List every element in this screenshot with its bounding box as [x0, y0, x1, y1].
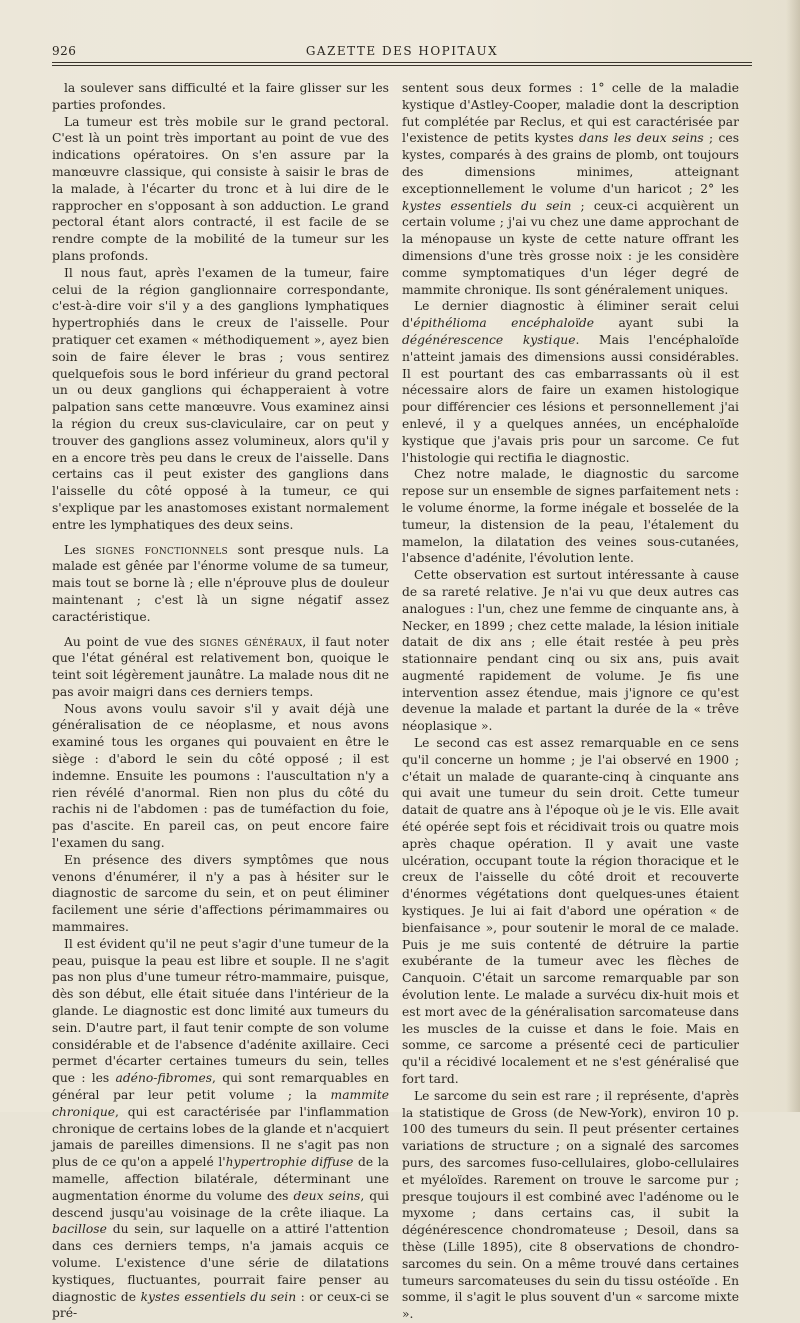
- paragraph: [402, 466, 739, 567]
- paragraph-text: , qui est caractérisée par l'inflammation chronique de certains lobes de la glande et n'acquiert jamais de pareilles dimensions. Il ne s'agit pas non plus de ce qu'on a appelé l': [52, 1104, 389, 1170]
- paragraph-text: la soulever sans difficulté et la faire glisser sur les parties profondes.: [52, 81, 389, 112]
- paragraph-text: Il nous faut, après l'examen de la tumeur, faire celui de la région ganglionnaire correspondante, c'est-à-dire voir s'il y a des ganglions lymphatiques hypertrophiés dans le creux de l'aisselle. Pour pratiquer cet examen « méthodiquement », ayez bien soin de faire élever le bras ; vous sentirez quelquefois sous le bord inférieur du grand pectoral un ou deux ganglions qui échapperaient à votre palpation sans cette manœuvre. Vous examinez ainsi la région du creux sus-claviculaire, car on peut y trouver des ganglions assez volumineux, alors qu'il y en a encore très peu dans le creux de l'aisselle. Dans certains cas il peut exister des ganglions dans l'aisselle du côté opposé à la tumeur, ce qui s'explique par les anastomoses existant normalement entre les lymphatiques des deux seins.: [52, 265, 389, 532]
- paragraph-text: Au point de vue des: [64, 634, 200, 649]
- paragraph-text: Nous avons voulu savoir s'il y avait déjà une généralisation de ce néoplasme, et nous avons examiné tous les organes qui pouvaient en être le siège : d'abord le sein du côté opposé ; il est indemne. Ensuite les poumons : l'auscultation n'y a rien révélé d'anormal. Rien non plus du côté du rachis ni de l'abdomen : pas de tuméfaction du foie, pas d'ascite. En pareil cas, on peut encore faire l'examen du sang.: [52, 701, 389, 851]
- paragraph: [52, 634, 389, 701]
- paragraph-text: ; ceux-ci acquièrent un certain volume ; j'ai vu chez une dame approchant de la ménopause un kyste de cette nature offrant les dimensions d'une très grosse noix : je les considère comme symptomatiques d'un léger degré de mammite chronique. Ils sont généralement uniques.: [402, 198, 739, 297]
- paragraph-text: sont presque nuls. La malade est gênée par l'énorme volume de sa tumeur, mais tout se borne là ; elle n'éprouve plus de douleur maintenant ; c'est là un signe négatif assez caractéristique.: [52, 542, 390, 624]
- page-header: [52, 44, 752, 64]
- paragraph-text: Il est évident qu'il ne peut s'agir d'une tumeur de la peau, puisque la peau est libre et souple. Il ne s'agit pas non plus d'une tumeur rétro-mammaire, puisque, dès son début, elle était située dans l'intérieur de la glande. Le diagnostic est donc limité aux tumeurs du sein. D'autre part, il faut tenir compte de son volume considérable et de l'absence d'adénite axillaire. Ceci permet d'écarter certaines tumeurs du sein, telles que : les: [52, 936, 389, 1086]
- italic-text: épithélioma encéphaloïde: [413, 316, 595, 331]
- paragraph: [52, 80, 389, 114]
- italic-text: bacillose: [52, 1222, 107, 1237]
- paragraph: [402, 735, 739, 1088]
- paragraph-text: du sein, sur laquelle on a attiré l'attention dans ces derniers temps, n'a jamais acquis ce volume. L'existence d'une série de dilatations kystiques, fluctuantes, pourrait faire penser au diagnostic de: [52, 1222, 389, 1304]
- italic-text: hypertrophie diffuse: [225, 1155, 354, 1170]
- paragraph-text: : or ceux-ci se pré-: [52, 1289, 389, 1321]
- paragraph-text: Les: [64, 542, 96, 557]
- italic-text: dans les deux seins: [579, 131, 704, 146]
- italic-text: kystes essentiels du sein: [140, 1289, 297, 1304]
- header-rule-top: [52, 62, 752, 63]
- italic-text: dégénérescence kystique: [402, 332, 576, 347]
- paragraph-text: Cette observation est surtout intéressante à cause de sa rareté relative. Je n'ai vu que deux autres cas analogues : l'un, chez une femme de cinquante ans, à Necker, en 1899 ; chez cette malade, la lésion initiale datait de dix ans ; elle était restée à peu près stationnaire pendant cinq ou six ans, puis avait augmenté rapidement de volume. Je fis une intervention assez étendue, mais j'ignore ce qu'est devenue la malade et partant la durée de la « trêve néoplasique ».: [402, 568, 739, 734]
- paragraph-text: Le dernier diagnostic à éliminer serait celui d': [402, 299, 739, 331]
- paragraph: [52, 936, 389, 1322]
- paragraph: [52, 542, 389, 626]
- paragraph-text: ayant subi la: [594, 316, 739, 331]
- paragraph-text: La tumeur est très mobile sur le grand pectoral. C'est là un point très important au point de vue des indications opératoires. On s'en assure par la manœuvre classique, qui consiste à saisir le bras de la malade, à l'écarter du tronc et à lui dire de le rapprocher en s'opposant à son adduction. Le grand pectoral étant alors contracté, il est facile de se rendre compte de la mobilité de la tumeur sur les plans profonds.: [52, 114, 389, 263]
- paragraph-text: , il faut noter que l'état général est relativement bon, quoique le teint soit légèrement jaunâtre. La malade nous dit ne pas avoir maigri dans ces derniers temps.: [52, 634, 390, 699]
- paragraph-text: de la mamelle, affection bilatérale, déterminant une augmentation énorme du volume des: [52, 1155, 389, 1203]
- right-column: [402, 80, 739, 1323]
- paragraph-text: En présence des divers symptômes que nous venons d'énumérer, il n'y a pas à hésiter sur le diagnostic de sarcome du sein, et on peut éliminer facilement une série d'affections périmammaires ou mammaires.: [52, 852, 389, 935]
- paragraph-text: Le second cas est assez remarquable en ce sens qu'il concerne un homme ; je l'ai observé en 1900 ; c'était un malade de quarante-cinq à cinquante ans qui avait une tumeur du sein droit. Cette tumeur datait de quatre ans à l'époque où je le vis. Elle avait été opérée sept fois et récidivait trois ou quatre mois après chaque opération. Il y avait une vaste ulcération, occupant toute la région thoracique et le creux de l'aisselle du côté droit et recouverte d'énormes végétations dont quelques-unes étaient kystiques. Je lui ai fait d'abord une opération « de bienfaisance », pour soutenir le moral de ce malade. Puis je me suis contenté de détruire la partie exubérante de la tumeur avec les flèches de Canquoin. C'était un sarcome remarquable par son évolution lente. Le malade a survécu dix-huit mois et est mort avec de la généralisation sarcomateuse dans les muscles de la cuisse et dans le foie. Mais en somme, ce sarcome a présenté ceci de particulier qu'il a récidivé localement et ne s'est généralisé que fort tard.: [402, 736, 739, 1087]
- paragraph: [402, 298, 739, 466]
- page-edge-shadow: [786, 0, 800, 1112]
- header-rule-bottom: [52, 65, 752, 66]
- paragraph-text: Chez notre malade, le diagnostic du sarcome repose sur un ensemble de signes parfaitement nets : le volume énorme, la forme inégale et bosselée de la tumeur, la distension de la peau, l'étalement du mamelon, la dilatation des veines sous-cutanées, l'absence d'adénite, l'évolution lente.: [402, 467, 739, 566]
- paragraph: [52, 114, 389, 265]
- paragraph: [52, 265, 389, 534]
- paragraph: [402, 80, 739, 298]
- paragraph: [52, 852, 389, 936]
- paragraph-text: Le sarcome du sein est rare ; il représente, d'après la statistique de Gross (de New-York), environ 10 p. 100 des tumeurs du sein. Il peut présenter certaines variations de structure ; on a signalé des sarcomes purs, des sarcomes fuso-cellulaires, globo-cellulaires et myéloïdes. Rarement on trouve le sarcome pur ; presque toujours il est combiné avec l'adénome ou le myxome ; dans certains cas, il subit la dégénérescence chondromateuse ; Desoil, dans sa thèse (Lille 1895), cite 8 observations de chondro-sarcomes du sein. On a même trouvé dans certaines tumeurs sarcomateuses du sein du tissu ostéoïde . En somme, il s'agit le plus souvent d'un « sarcome mixte ».: [402, 1088, 739, 1322]
- paragraph: [52, 701, 389, 852]
- italic-text: mammite chronique: [52, 1088, 389, 1119]
- running-title: GAZETTE DES HOPITAUX: [305, 44, 499, 58]
- paragraph-text: sentent sous deux formes : 1° celle de la maladie kystique d'Astley-Cooper, maladie dont la description fut complétée par Reclus, et qui est caractérisée par l'existence de petits kystes: [402, 81, 739, 146]
- page-number: 926: [52, 44, 77, 58]
- paragraph: [402, 567, 739, 735]
- paragraph-text: , qui sont remarquables en général par leur petit volume ; la: [52, 1071, 389, 1103]
- paragraph-text: ; ces kystes, comparés à des grains de plomb, ont toujours des dimensions minimes, atteignant exceptionnellement le volume d'un haricot ; 2° les: [402, 131, 740, 196]
- small-caps-text: signes généraux: [199, 634, 303, 649]
- italic-text: adéno-fibromes: [115, 1071, 213, 1086]
- small-caps-text: signes fonctionnels: [95, 542, 229, 557]
- italic-text: kystes essentiels du sein: [402, 198, 572, 213]
- left-column: [52, 80, 389, 1322]
- paragraph-text: , qui descend jusqu'au voisinage de la crête iliaque. La: [52, 1188, 389, 1220]
- paragraph-text: . Mais l'encéphaloïde n'atteint jamais des dimensions aussi considérables. Il est pourtant des cas embarrassants où il est nécessaire alors de faire un examen histologique pour différencier ces lésions et personnellement j'ai enlevé, il y a quelques années, un encéphaloïde kystique que j'avais pris pour un sarcome. Ce fut l'histologie qui rectifia le diagnostic.: [402, 332, 739, 465]
- paragraph: [402, 1088, 739, 1323]
- italic-text: deux seins: [293, 1188, 361, 1203]
